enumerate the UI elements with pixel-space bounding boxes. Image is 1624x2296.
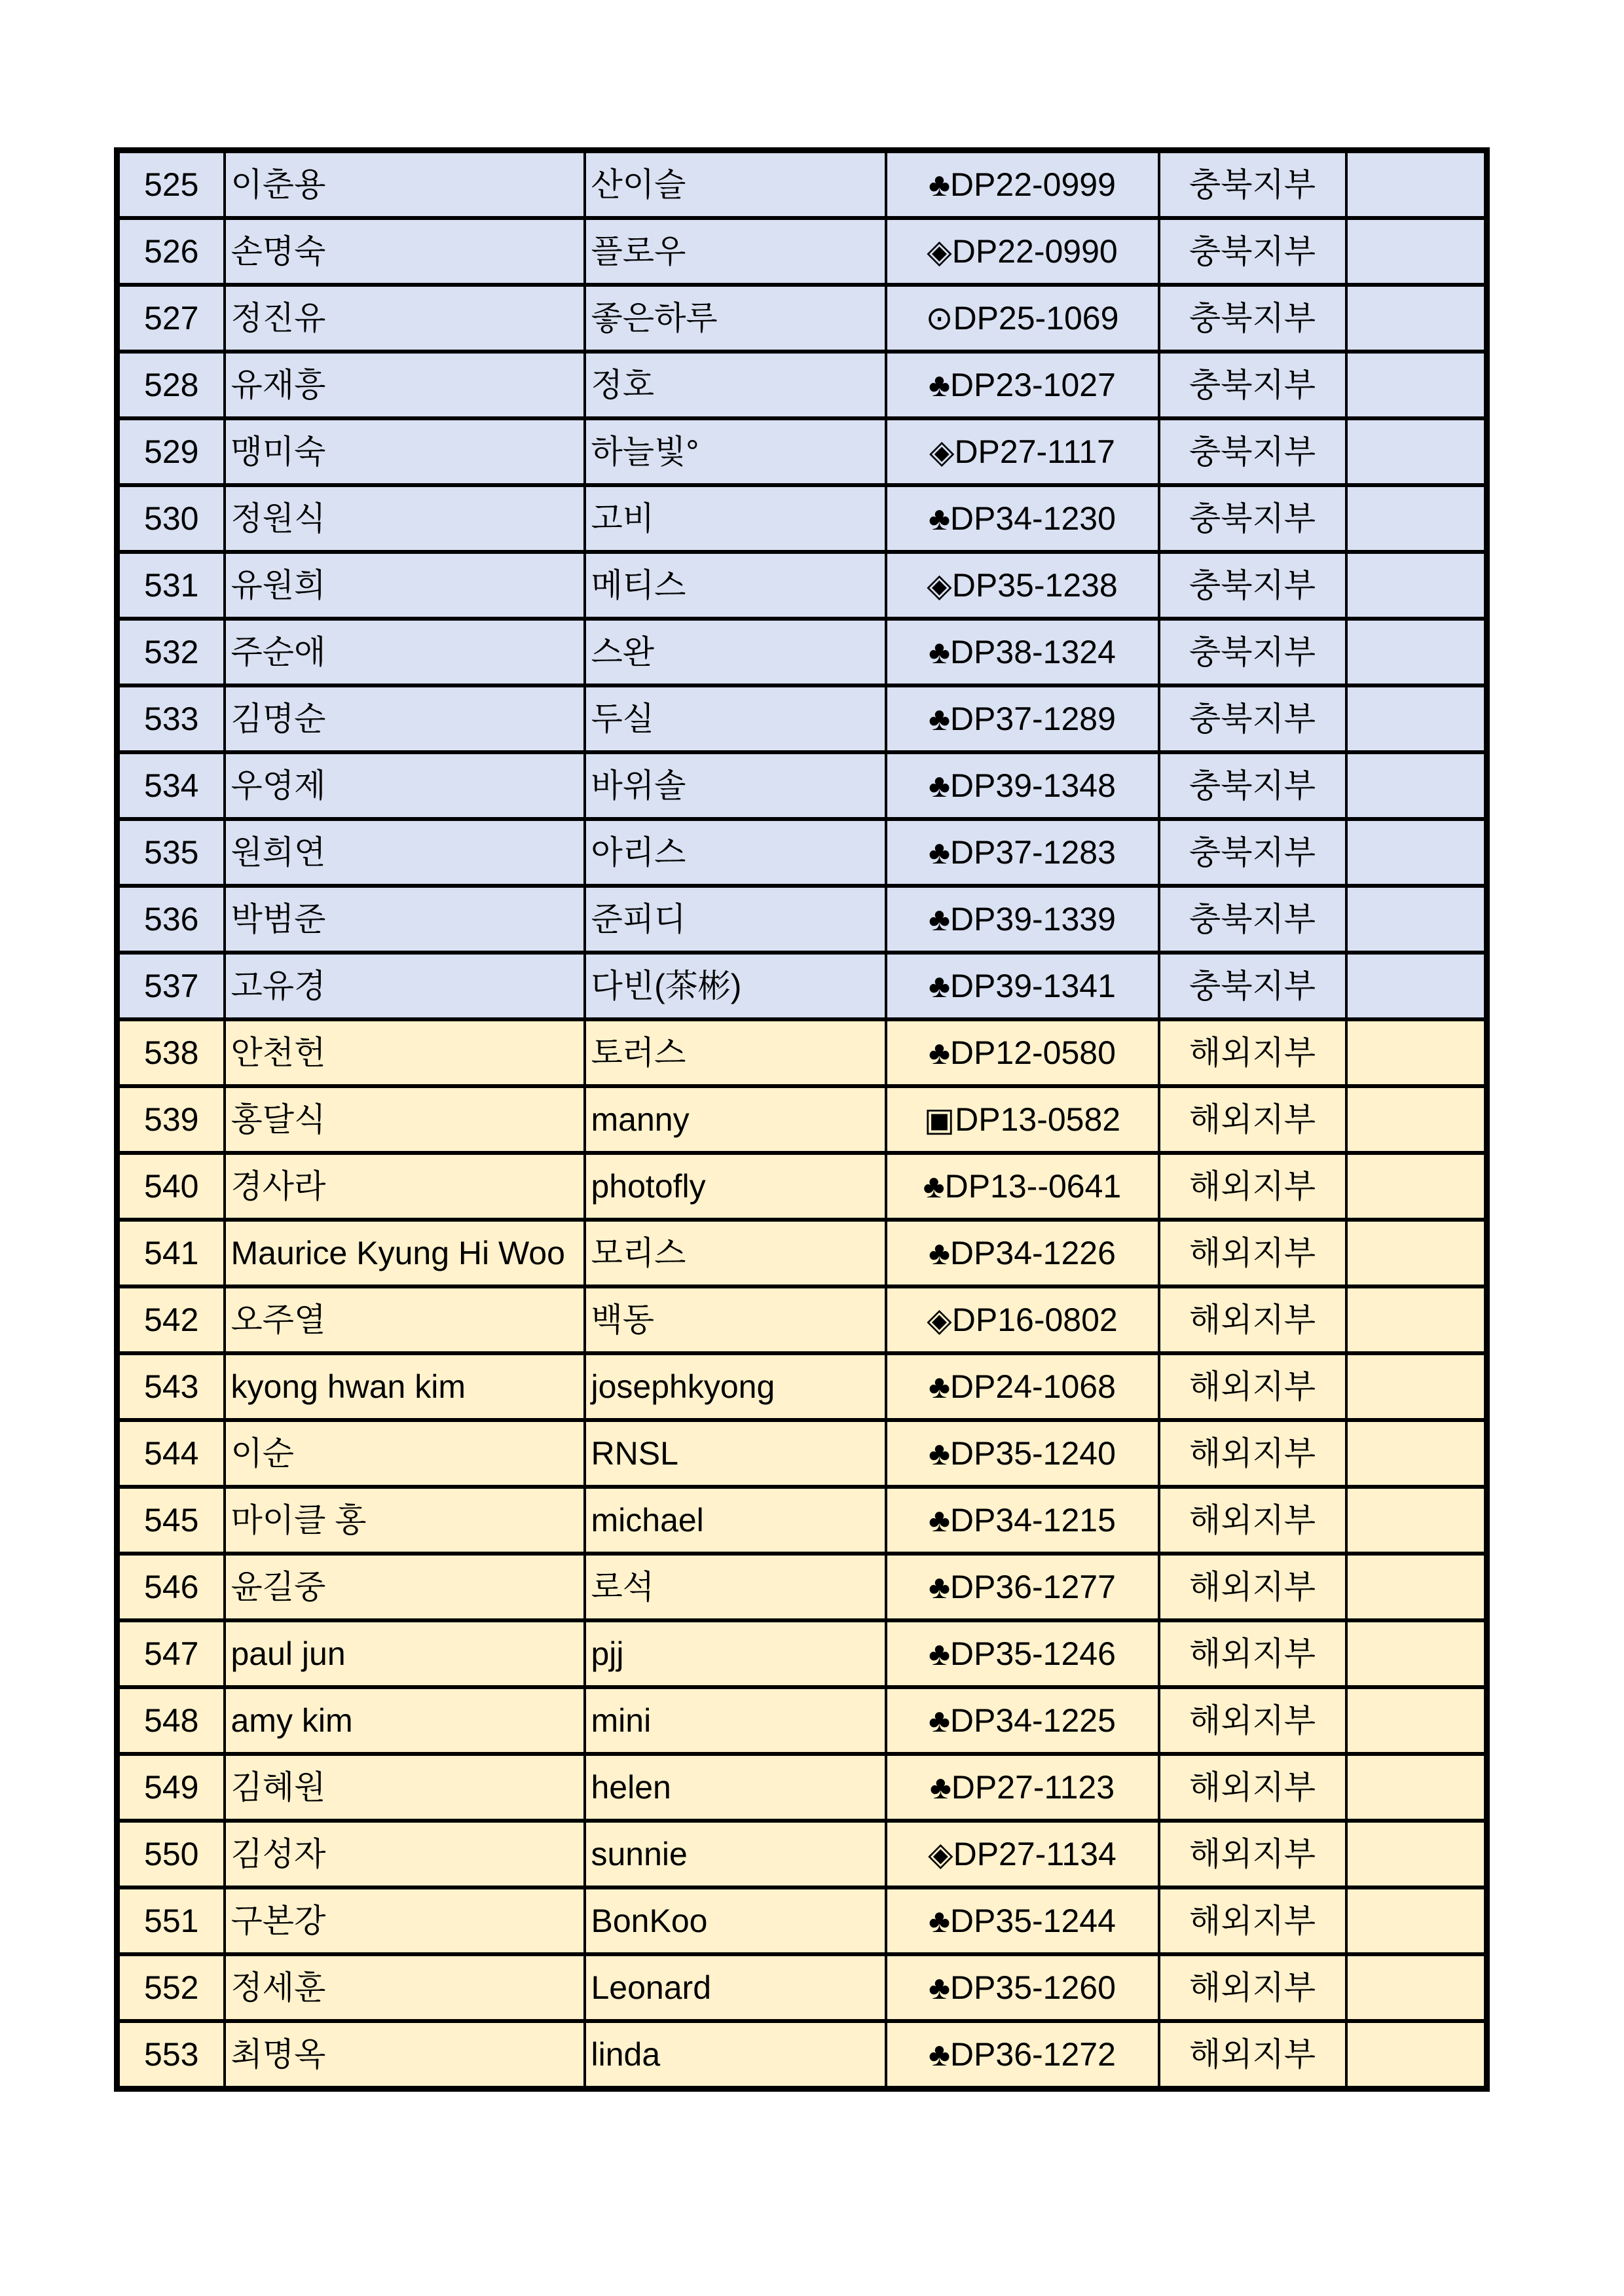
cell-dp-code: ♣DP34-1225 [886, 1687, 1159, 1754]
table-row [117, 953, 1487, 1019]
cell-member-name: 최명옥 [225, 2021, 585, 2089]
cell-nickname: 정호 [585, 352, 886, 418]
table-row [117, 1687, 1487, 1754]
cell-nickname: mini [585, 1687, 886, 1754]
cell-row-number: 534 [117, 752, 225, 819]
cell-member-name: 김혜원 [225, 1754, 585, 1821]
cell-branch: 충북지부 [1159, 953, 1346, 1019]
cell-branch: 해외지부 [1159, 1220, 1346, 1286]
cell-member-name: 원희연 [225, 819, 585, 886]
cell-nickname: michael [585, 1487, 886, 1554]
cell-dp-code: ♣DP37-1289 [886, 685, 1159, 752]
table-row [117, 2021, 1487, 2089]
cell-row-number: 535 [117, 819, 225, 886]
cell-dp-code: ♣DP34-1215 [886, 1487, 1159, 1554]
table-row [117, 1019, 1487, 1086]
cell-nickname: 하늘빛° [585, 418, 886, 485]
table-row [117, 151, 1487, 219]
cell-member-name: Maurice Kyung Hi Woo [225, 1220, 585, 1286]
cell-branch: 해외지부 [1159, 1353, 1346, 1420]
cell-note [1346, 1086, 1487, 1153]
cell-branch: 해외지부 [1159, 1554, 1346, 1620]
cell-row-number: 527 [117, 285, 225, 352]
table-row [117, 1353, 1487, 1420]
cell-note [1346, 485, 1487, 552]
cell-member-name: 맹미숙 [225, 418, 585, 485]
cell-nickname: sunnie [585, 1821, 886, 1887]
cell-note [1346, 285, 1487, 352]
cell-nickname: 바위솔 [585, 752, 886, 819]
cell-note [1346, 1687, 1487, 1754]
member-table-body [117, 151, 1487, 2089]
cell-row-number: 528 [117, 352, 225, 418]
cell-nickname: pjj [585, 1620, 886, 1687]
cell-nickname: 산이슬 [585, 151, 886, 219]
cell-member-name: 유재흥 [225, 352, 585, 418]
table-row [117, 1821, 1487, 1887]
cell-note [1346, 1019, 1487, 1086]
cell-note [1346, 1554, 1487, 1620]
cell-note [1346, 1420, 1487, 1487]
cell-branch: 해외지부 [1159, 1620, 1346, 1687]
cell-dp-code: ▣DP13-0582 [886, 1086, 1159, 1153]
cell-branch: 해외지부 [1159, 1487, 1346, 1554]
cell-note [1346, 1153, 1487, 1220]
cell-branch: 해외지부 [1159, 1754, 1346, 1821]
cell-nickname: 플로우 [585, 218, 886, 285]
cell-row-number: 539 [117, 1086, 225, 1153]
cell-note [1346, 1353, 1487, 1420]
cell-row-number: 533 [117, 685, 225, 752]
cell-row-number: 548 [117, 1687, 225, 1754]
cell-nickname: 로석 [585, 1554, 886, 1620]
cell-row-number: 551 [117, 1887, 225, 1954]
cell-note [1346, 1954, 1487, 2021]
cell-branch: 충북지부 [1159, 886, 1346, 953]
cell-dp-code: ♣DP23-1027 [886, 352, 1159, 418]
member-table [114, 147, 1490, 2092]
cell-nickname: RNSL [585, 1420, 886, 1487]
cell-row-number: 541 [117, 1220, 225, 1286]
cell-member-name: 정진유 [225, 285, 585, 352]
cell-branch: 해외지부 [1159, 1954, 1346, 2021]
cell-member-name: 손명숙 [225, 218, 585, 285]
cell-row-number: 540 [117, 1153, 225, 1220]
cell-member-name: 정원식 [225, 485, 585, 552]
cell-member-name: 고유경 [225, 953, 585, 1019]
table-row [117, 886, 1487, 953]
cell-row-number: 543 [117, 1353, 225, 1420]
cell-dp-code: ⊙DP25-1069 [886, 285, 1159, 352]
cell-dp-code: ♣DP36-1272 [886, 2021, 1159, 2089]
cell-branch: 충북지부 [1159, 819, 1346, 886]
cell-branch: 충북지부 [1159, 552, 1346, 619]
cell-member-name: 박범준 [225, 886, 585, 953]
cell-nickname: 메티스 [585, 552, 886, 619]
table-row [117, 1620, 1487, 1687]
cell-nickname: 스완 [585, 619, 886, 685]
cell-branch: 해외지부 [1159, 1286, 1346, 1353]
cell-nickname: linda [585, 2021, 886, 2089]
cell-dp-code: ♣DP24-1068 [886, 1353, 1159, 1420]
cell-row-number: 529 [117, 418, 225, 485]
cell-note [1346, 819, 1487, 886]
cell-nickname: 백동 [585, 1286, 886, 1353]
cell-nickname: 토러스 [585, 1019, 886, 1086]
cell-dp-code: ♣DP39-1348 [886, 752, 1159, 819]
table-row [117, 1887, 1487, 1954]
cell-branch: 해외지부 [1159, 1086, 1346, 1153]
cell-note [1346, 352, 1487, 418]
cell-nickname: photofly [585, 1153, 886, 1220]
table-row [117, 1286, 1487, 1353]
cell-nickname: 모리스 [585, 1220, 886, 1286]
cell-nickname: 아리스 [585, 819, 886, 886]
cell-note [1346, 752, 1487, 819]
cell-note [1346, 1286, 1487, 1353]
cell-member-name: 이춘용 [225, 151, 585, 219]
cell-nickname: Leonard [585, 1954, 886, 2021]
cell-member-name: 마이클 홍 [225, 1487, 585, 1554]
cell-dp-code: ♣DP38-1324 [886, 619, 1159, 685]
table-row [117, 1153, 1487, 1220]
cell-member-name: 경사라 [225, 1153, 585, 1220]
cell-dp-code: ◈DP35-1238 [886, 552, 1159, 619]
cell-nickname: 고비 [585, 485, 886, 552]
cell-nickname: 준피디 [585, 886, 886, 953]
cell-branch: 충북지부 [1159, 619, 1346, 685]
cell-branch: 해외지부 [1159, 1420, 1346, 1487]
cell-note [1346, 953, 1487, 1019]
cell-member-name: 주순애 [225, 619, 585, 685]
cell-branch: 충북지부 [1159, 151, 1346, 219]
cell-row-number: 553 [117, 2021, 225, 2089]
cell-row-number: 538 [117, 1019, 225, 1086]
cell-member-name: 김성자 [225, 1821, 585, 1887]
cell-row-number: 546 [117, 1554, 225, 1620]
cell-row-number: 547 [117, 1620, 225, 1687]
cell-member-name: 오주열 [225, 1286, 585, 1353]
cell-member-name: amy kim [225, 1687, 585, 1754]
cell-dp-code: ♣DP22-0999 [886, 151, 1159, 219]
table-row [117, 1954, 1487, 2021]
cell-note [1346, 1887, 1487, 1954]
cell-branch: 해외지부 [1159, 1019, 1346, 1086]
cell-note [1346, 1821, 1487, 1887]
cell-row-number: 526 [117, 218, 225, 285]
cell-note [1346, 1220, 1487, 1286]
table-row [117, 1420, 1487, 1487]
cell-branch: 충북지부 [1159, 285, 1346, 352]
table-row [117, 1754, 1487, 1821]
cell-nickname: BonKoo [585, 1887, 886, 1954]
cell-member-name: 김명순 [225, 685, 585, 752]
cell-branch: 충북지부 [1159, 752, 1346, 819]
cell-row-number: 530 [117, 485, 225, 552]
table-row [117, 619, 1487, 685]
cell-dp-code: ◈DP27-1134 [886, 1821, 1159, 1887]
cell-dp-code: ♣DP39-1339 [886, 886, 1159, 953]
cell-dp-code: ♣DP34-1226 [886, 1220, 1159, 1286]
cell-member-name: 이순 [225, 1420, 585, 1487]
table-row [117, 218, 1487, 285]
cell-note [1346, 1620, 1487, 1687]
cell-dp-code: ♣DP36-1277 [886, 1554, 1159, 1620]
cell-note [1346, 218, 1487, 285]
cell-branch: 해외지부 [1159, 2021, 1346, 2089]
table-row [117, 1487, 1487, 1554]
table-row [117, 752, 1487, 819]
cell-branch: 충북지부 [1159, 685, 1346, 752]
cell-nickname: 두실 [585, 685, 886, 752]
cell-member-name: 우영제 [225, 752, 585, 819]
cell-note [1346, 685, 1487, 752]
cell-nickname: 좋은하루 [585, 285, 886, 352]
cell-member-name: 윤길중 [225, 1554, 585, 1620]
cell-row-number: 542 [117, 1286, 225, 1353]
table-row [117, 352, 1487, 418]
cell-note [1346, 886, 1487, 953]
cell-member-name: 유원희 [225, 552, 585, 619]
cell-member-name: 정세훈 [225, 1954, 585, 2021]
cell-member-name: 홍달식 [225, 1086, 585, 1153]
table-row [117, 485, 1487, 552]
cell-row-number: 536 [117, 886, 225, 953]
cell-branch: 충북지부 [1159, 218, 1346, 285]
table-row [117, 1220, 1487, 1286]
cell-dp-code: ♣DP34-1230 [886, 485, 1159, 552]
cell-row-number: 552 [117, 1954, 225, 2021]
cell-note [1346, 418, 1487, 485]
cell-dp-code: ♣DP35-1246 [886, 1620, 1159, 1687]
cell-note [1346, 619, 1487, 685]
cell-dp-code: ◈DP27-1117 [886, 418, 1159, 485]
table-row [117, 418, 1487, 485]
cell-branch: 해외지부 [1159, 1821, 1346, 1887]
table-row [117, 685, 1487, 752]
table-row [117, 1086, 1487, 1153]
table-row [117, 1554, 1487, 1620]
cell-member-name: paul jun [225, 1620, 585, 1687]
cell-note [1346, 1487, 1487, 1554]
table-row [117, 552, 1487, 619]
table-row [117, 819, 1487, 886]
table-row [117, 285, 1487, 352]
cell-nickname: josephkyong [585, 1353, 886, 1420]
cell-note [1346, 2021, 1487, 2089]
cell-branch: 해외지부 [1159, 1153, 1346, 1220]
cell-dp-code: ♣DP35-1240 [886, 1420, 1159, 1487]
cell-dp-code: ♣DP37-1283 [886, 819, 1159, 886]
cell-dp-code: ♣DP12-0580 [886, 1019, 1159, 1086]
cell-nickname: 다빈(茶彬) [585, 953, 886, 1019]
cell-nickname: helen [585, 1754, 886, 1821]
cell-branch: 해외지부 [1159, 1887, 1346, 1954]
cell-branch: 충북지부 [1159, 352, 1346, 418]
cell-dp-code: ♣DP39-1341 [886, 953, 1159, 1019]
cell-row-number: 544 [117, 1420, 225, 1487]
cell-member-name: kyong hwan kim [225, 1353, 585, 1420]
cell-branch: 충북지부 [1159, 418, 1346, 485]
cell-row-number: 532 [117, 619, 225, 685]
cell-row-number: 550 [117, 1821, 225, 1887]
cell-dp-code: ◈DP22-0990 [886, 218, 1159, 285]
cell-dp-code: ♣DP27-1123 [886, 1754, 1159, 1821]
cell-nickname: manny [585, 1086, 886, 1153]
cell-branch: 충북지부 [1159, 485, 1346, 552]
cell-dp-code: ♣DP35-1260 [886, 1954, 1159, 2021]
cell-row-number: 525 [117, 151, 225, 219]
cell-branch: 해외지부 [1159, 1687, 1346, 1754]
cell-dp-code: ◈DP16-0802 [886, 1286, 1159, 1353]
cell-note [1346, 151, 1487, 219]
cell-member-name: 구본강 [225, 1887, 585, 1954]
cell-note [1346, 552, 1487, 619]
cell-row-number: 549 [117, 1754, 225, 1821]
cell-note [1346, 1754, 1487, 1821]
cell-member-name: 안천헌 [225, 1019, 585, 1086]
cell-dp-code: ♣DP35-1244 [886, 1887, 1159, 1954]
cell-row-number: 545 [117, 1487, 225, 1554]
cell-dp-code: ♣DP13--0641 [886, 1153, 1159, 1220]
cell-row-number: 531 [117, 552, 225, 619]
cell-row-number: 537 [117, 953, 225, 1019]
